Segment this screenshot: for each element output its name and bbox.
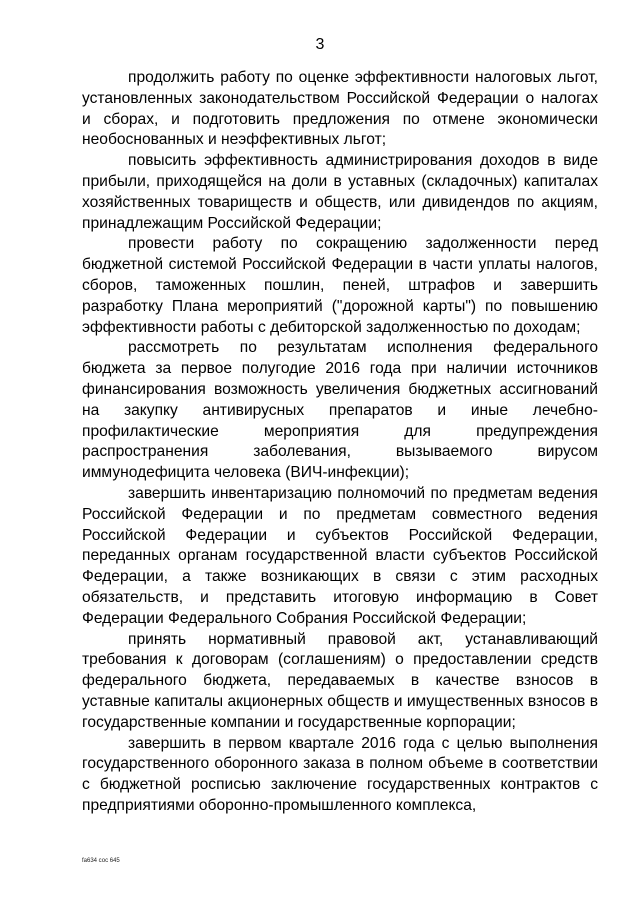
page-number: 3 [315, 36, 325, 53]
paragraph-defense-order: завершить в первом квартале 2016 года с целью выполнения государственного оборонного заказа в полном объеме в соответствии с бюджетной росписью заключение государственных контрактов с предприятиями оборонно-промышленного комплекса, [82, 734, 598, 814]
document-body [82, 68, 598, 817]
paragraph-income-administration: повысить эффективность администрирования доходов в виде прибыли, приходящейся на доли в уставных (складочных) капиталах хозяйственных товариществ и обществ, или дивидендов по акциям, принадлежащим Российской Федерации; [82, 152, 598, 232]
paragraph-debt-reduction: провести работу по сокращению задолженности перед бюджетной системой Российской Федерации в части уплаты налогов, сборов, таможенных пошлин, пеней, штрафов и завершить разработку Плана мероприятий ("дорожной карты") по повышению эффективности работы с дебиторской задолженностью по доходам; [82, 235, 598, 336]
paragraph-powers-inventory: завершить инвентаризацию полномочий по предметам ведения Российской Федерации и по предметам совместного ведения Российской Федерации и субъектов Российской Федерации, переданных органам государственной власти субъектов Российской Федерации, а также возникающих в связи с этим расходных обязательств, и представить итоговую информацию в Совет Федерации Федерального Собрания Российской Федерации; [82, 484, 598, 627]
paragraph-regulatory-act: принять нормативный правовой акт, устанавливающий требования к договорам (соглашениям) о предоставлении средств федерального бюджета, передаваемых в качестве взносов в уставные капиталы акционерных обществ и имущественных взносов в государственные компании и государственные корпорации; [82, 630, 598, 731]
paragraph-tax-benefits: продолжить работу по оценке эффективности налоговых льгот, установленных законодательством Российской Федерации о налогах и сборах, и подготовить предложения по отмене экономически необоснованных и неэффективных льгот; [82, 69, 598, 149]
footer-document-code: fa634 соc 645 [82, 858, 120, 864]
paragraph-antiviral-funding: рассмотреть по результатам исполнения федерального бюджета за первое полугодие 2016 года при наличии источников финансирования возможность увеличения бюджетных ассигнований на закупку антивирусных препаратов и иные лечебно-профилактические мероприятия для предупреждения распространения заболевания, вызываемого вирусом иммунодефицита человека (ВИЧ-инфекции); [82, 339, 598, 482]
